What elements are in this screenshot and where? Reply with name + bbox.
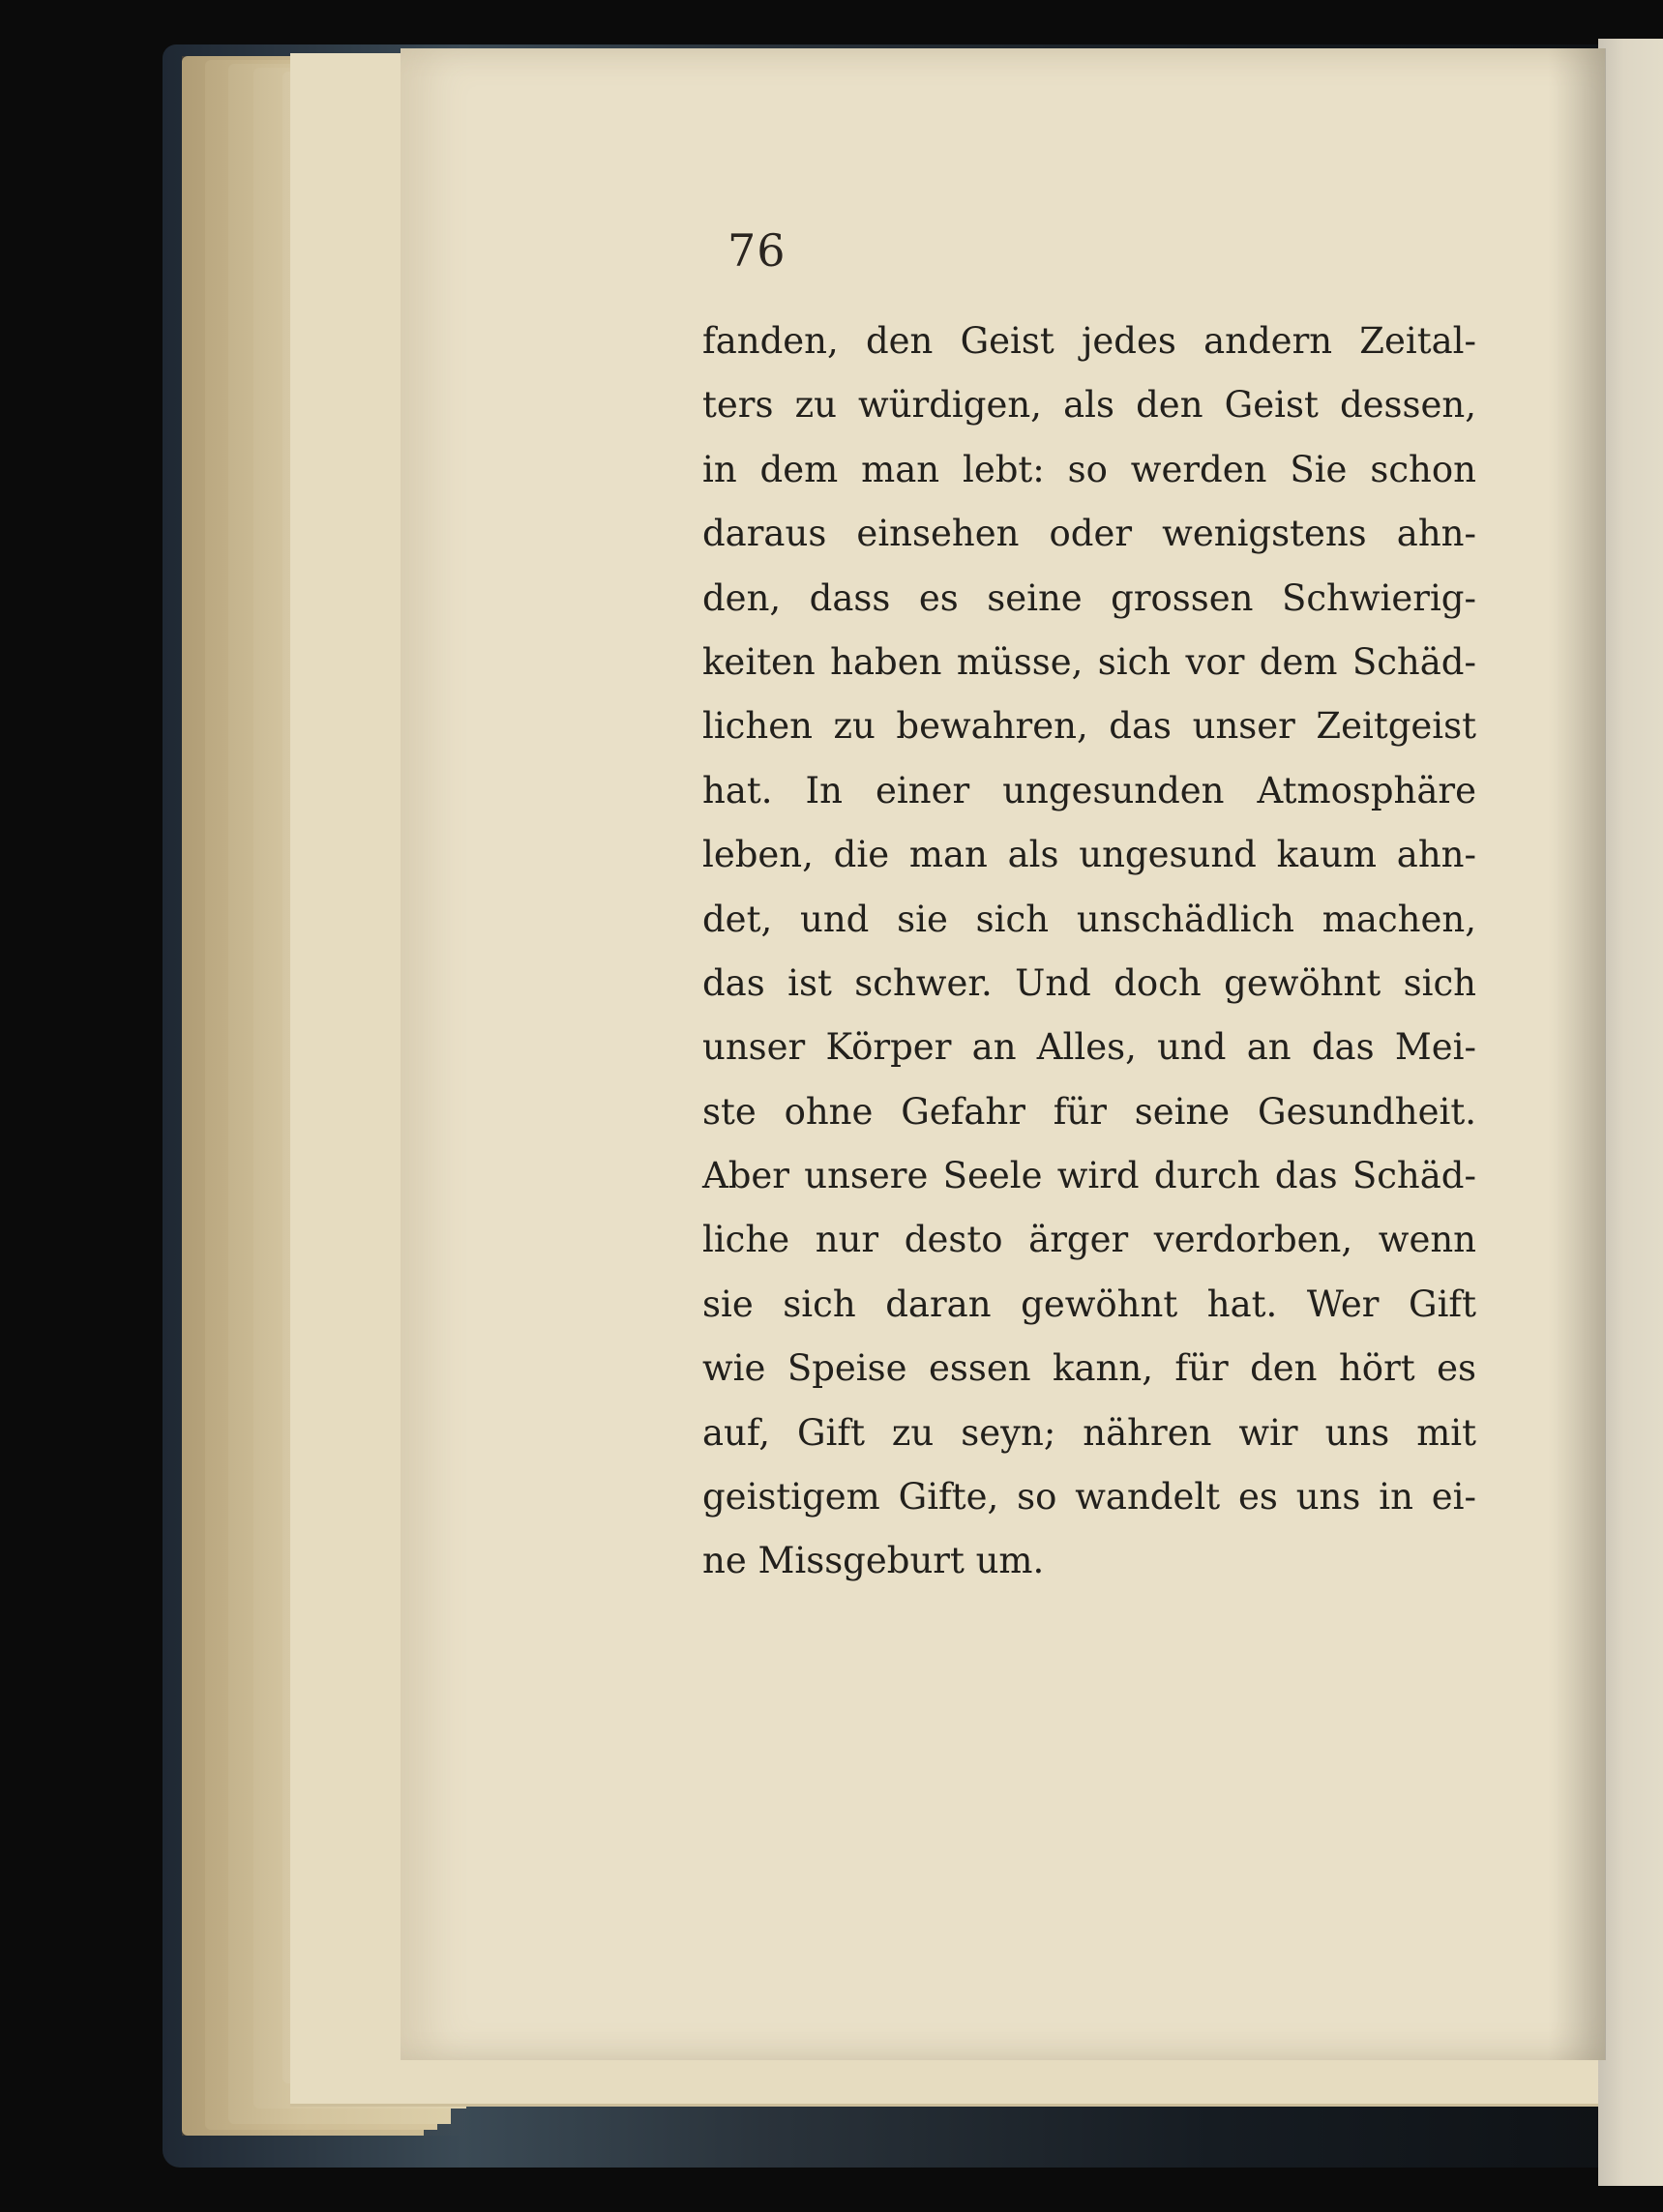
text-line: den, dass es seine grossen Schwierig- xyxy=(702,576,1476,619)
page-gutter-shadow xyxy=(1548,48,1606,2060)
text-line: ste ohne Gefahr für seine Gesundheit. xyxy=(702,1090,1476,1133)
text-line: geistigem Gifte, so wandelt es uns in ei- xyxy=(702,1476,1476,1519)
text-line: wie Speise essen kann, für den hört es xyxy=(702,1347,1476,1390)
text-line: in dem man lebt: so werden Sie schon xyxy=(702,448,1476,490)
text-line: det, und sie sich unschädlich machen, xyxy=(702,898,1476,940)
text-line: fanden, den Geist jedes andern Zeital- xyxy=(702,320,1476,362)
text-line: auf, Gift zu seyn; nähren wir uns mit xyxy=(702,1411,1476,1454)
page-number: 76 xyxy=(728,224,787,277)
text-line: das ist schwer. Und doch gewöhnt sich xyxy=(702,961,1476,1004)
text-line: keiten haben müsse, sich vor dem Schäd- xyxy=(702,640,1476,683)
text-line: liche nur desto ärger verdorben, wenn xyxy=(702,1219,1476,1261)
text-line: lichen zu bewahren, das unser Zeitgeist xyxy=(702,705,1476,748)
text-line: daraus einsehen oder wenigstens ahn- xyxy=(702,513,1476,555)
body-text xyxy=(702,310,1476,1594)
text-line: unser Körper an Alles, und an das Mei- xyxy=(702,1026,1476,1069)
text-line: hat. In einer ungesunden Atmosphäre xyxy=(702,769,1476,811)
text-line: sie sich daran gewöhnt hat. Wer Gift xyxy=(702,1283,1476,1325)
text-line: leben, die man als ungesund kaum ahn- xyxy=(702,834,1476,876)
text-line: Aber unsere Seele wird durch das Schäd- xyxy=(702,1155,1476,1197)
text-line: ters zu würdigen, als den Geist dessen, xyxy=(702,384,1476,427)
text-line: ne Missgeburt um. xyxy=(702,1540,1045,1582)
facing-page-edge xyxy=(1598,39,1663,2186)
